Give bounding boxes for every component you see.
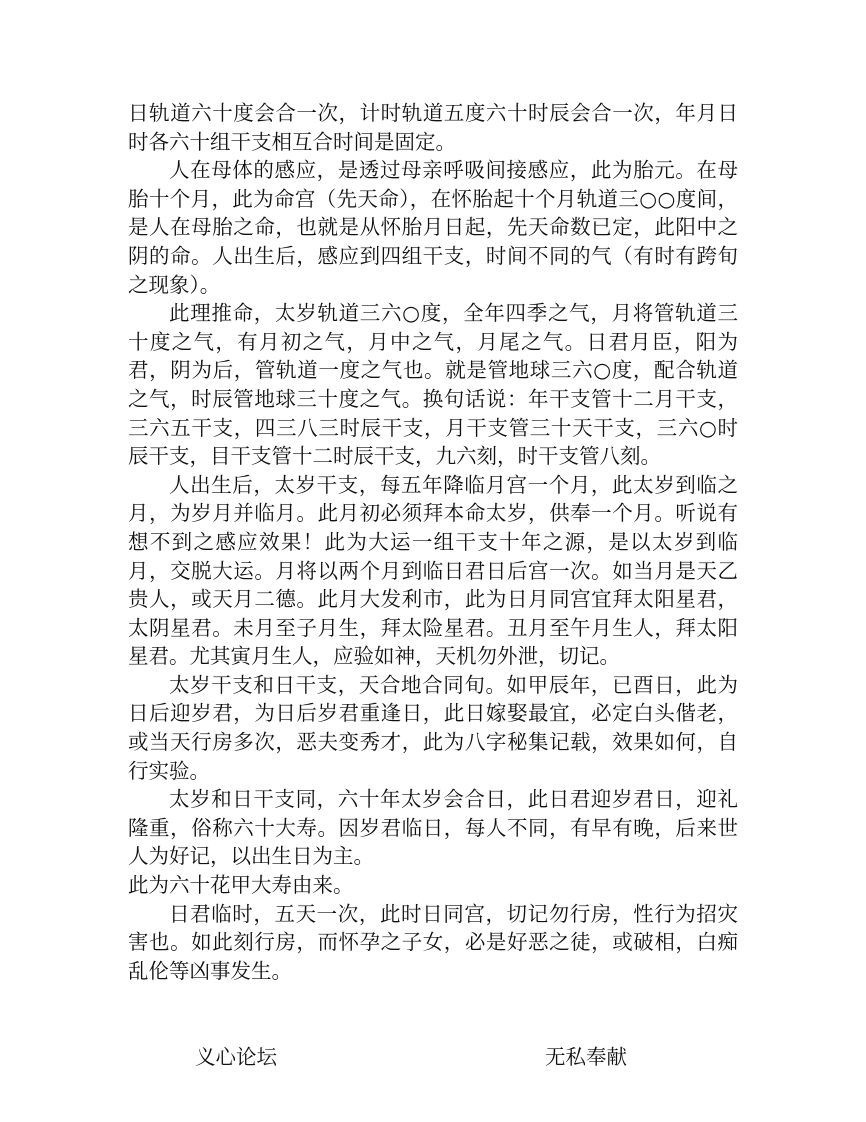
paragraph-2: 人在母体的感应，是透过母亲呼吸间接感应，此为胎元。在母胎十个月，此为命宫（先天命），在怀胎起十个月轨道三○○度间，是人在母胎之命，也就是从怀胎月日起，先天命数已定，此阳中之阴的命。人出生后，感应到四组干支，时间不同的气（有时有跨旬之现象）。 (128, 158, 738, 297)
footer-right-label: 无私奉献 (545, 1045, 627, 1069)
paragraph-1: 日轨道六十度会合一次，计时轨道五度六十时辰会合一次，年月日时各六十组干支相互合时间是固定。 (128, 101, 738, 154)
paragraph-5: 太岁干支和日干支，天合地合同旬。如甲辰年，已酉日，此为日后迎岁君，为日后岁君重逢日，此日嫁娶最宜，必定白头偕老，或当天行房多次，恶夫变秀才，此为八字秘集记载，效果如何，自行实验。 (128, 672, 738, 783)
footer-left-label: 义心论坛 (195, 1045, 277, 1069)
paragraph-8: 日君临时，五天一次，此时日同宫，切记勿行房，性行为招灾害也。如此刻行房，而怀孕之子女，必是好恶之徒，或破相，白痴乱伦等凶事发生。 (128, 901, 738, 983)
paragraph-3: 此理推命，太岁轨道三六○度，全年四季之气，月将管轨道三十度之气，有月初之气，月中之气，月尾之气。日君月臣，阳为君，阴为后，管轨道一度之气也。就是管地球三六○度，配合轨道之气，时辰管地球三十度之气。换句话说：年干支管十二月干支，三六五干支，四三八三时辰干支，月干支管三十天干支，三六○时辰干支，目干支管十二时辰干支，九六刻，时干支管八刻。 (128, 301, 738, 469)
paragraph-7: 此为六十花甲大寿由来。 (128, 873, 354, 898)
paragraph-4: 人出生后，太岁干支，每五年降临月宫一个月，此太岁到临之月，为岁月并临月。此月初必须拜本命太岁，供奉一个月。听说有想不到之感应效果！此为大运一组干支十年之源，是以太岁到临月，交脱大运。月将以两个月到临日君日后宫一次。如当月是天乙贵人，或天月二德。此月大发利市，此为日月同宫宜拜太阳星君，太阴星君。未月至子月生，拜太险星君。丑月至午月生人，拜太阳星君。尤其寅月生人，应验如神，天机勿外泄，切记。 (128, 472, 738, 669)
page-body (128, 99, 738, 985)
paragraph-6: 太岁和日干支同，六十年太岁会合日，此日君迎岁君日，迎礼隆重，俗称六十大寿。因岁君临日，每人不同，有早有晚，后来世人为好记，以出生日为主。 (128, 787, 738, 869)
